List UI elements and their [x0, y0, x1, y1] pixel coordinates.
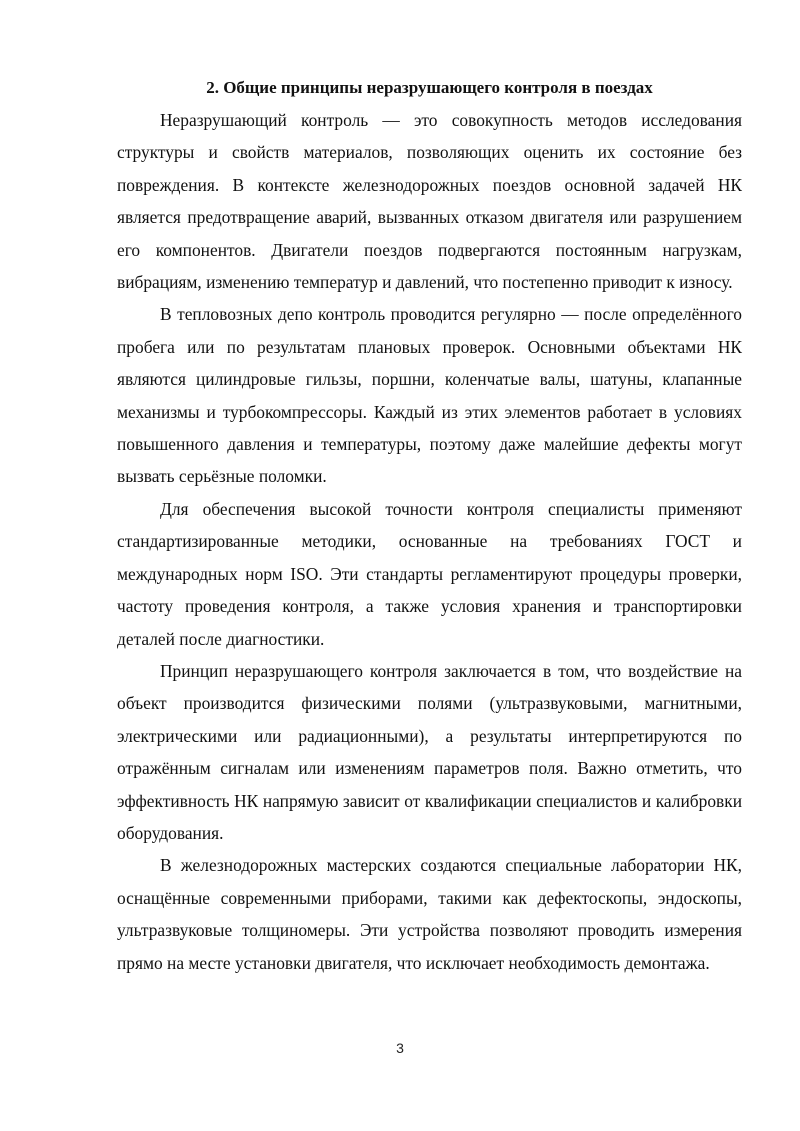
paragraph-5: В железнодорожных мастерских создаются специальные лаборатории НК, оснащённые современными приборами, такими как дефектоскопы, эндоскопы, ультразвуковые толщиномеры. Эти устройства позволяют проводить измерения прямо на месте установки двигателя, что исключает необходимость демонтажа.	[117, 855, 742, 973]
paragraph-1: Неразрушающий контроль — это совокупность методов исследования структуры и свойств материалов, позволяющих оценить их состояние без повреждения. В контексте железнодорожных поездов основной задачей НК является предотвращение аварий, вызванных отказом двигателя или разрушением его компонентов. Двигатели поездов подвергаются постоянным нагрузкам, вибрациям, изменению температур и давлений, что постепенно приводит к износу.	[117, 110, 742, 293]
paragraph-3: Для обеспечения высокой точности контроля специалисты применяют стандартизированные методики, основанные на требованиях ГОСТ и международных норм ISO. Эти стандарты регламентируют процедуры проверки, частоту проведения контроля, а также условия хранения и транспортировки деталей после диагностики.	[117, 498, 742, 649]
page-content	[117, 71, 742, 979]
paragraph-4: Принцип неразрушающего контроля заключается в том, что воздействие на объект производится физическими полями (ультразвуковыми, магнитными, электрическими или радиационными), а результаты интерпретируются по отражённым сигналам или изменениям параметров поля. Важно отметить, что эффективность НК напрямую зависит от квалификации специалистов и калибровки оборудования.	[117, 660, 742, 843]
page-number: 3	[396, 1040, 404, 1056]
paragraph-2: В тепловозных депо контроль проводится регулярно — после определённого пробега или по результатам плановых проверок. Основными объектами НК являются цилиндровые гильзы, поршни, коленчатые валы, шатуны, клапанные механизмы и турбокомпрессоры. Каждый из этих элементов работает в условиях повышенного давления и температуры, поэтому даже малейшие дефекты могут вызвать серьёзные поломки.	[117, 304, 742, 487]
section-heading: 2. Общие принципы неразрушающего контроля в поездах	[206, 78, 653, 97]
